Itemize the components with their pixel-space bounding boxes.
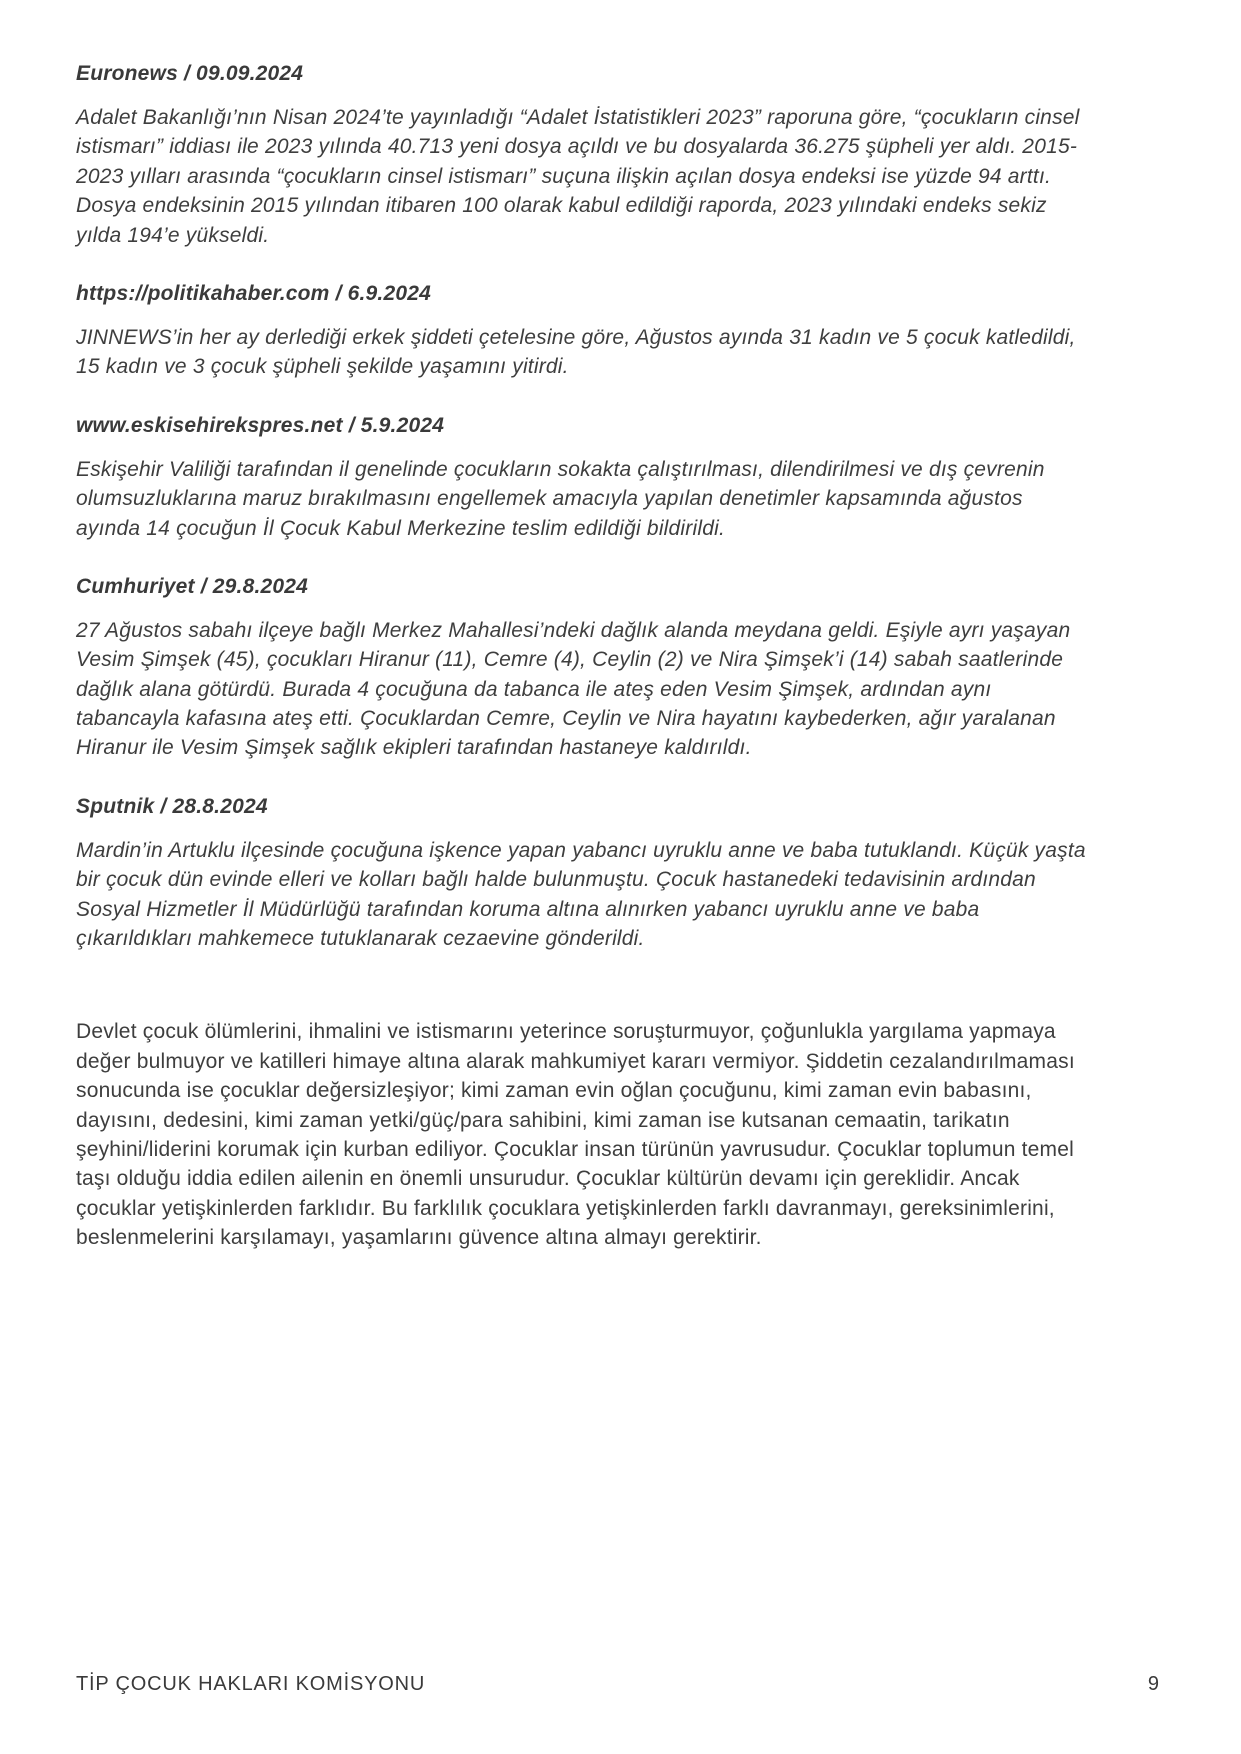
news-source-heading: https://politikahaber.com / 6.9.2024 [76,281,431,305]
news-source-heading: Cumhuriyet / 29.8.2024 [76,574,309,598]
page-number: 9 [1147,1673,1159,1695]
news-source-heading: www.eskisehirekspres.net / 5.9.2024 [76,413,445,437]
news-item [76,575,1091,763]
news-body-text: 27 Ağustos sabahı ilçeye bağlı Merkez Mahallesi’ndeki dağlık alanda meydana geldi. Eşiyle ayrı yaşayan Vesim Şimşek (45), çocukları Hiranur (11), Cemre (4), Ceylin (2) ve Nira Şimşek’i (14) sabah saatlerinde dağlık alana götürdü. Burada 4 çocuğuna da tabanca ile ateş eden Vesim Şimşek, ardından aynı tabancayla kafasına ateş etti. Çocuklardan Cemre, Ceylin ve Nira hayatını kaybederken, ağır yaralanan Hiranur ile Vesim Şimşek sağlık ekipleri tarafından hastaneye kaldırıldı. [76,618,1071,760]
news-body-text: Eskişehir Valiliği tarafından il genelinde çocukların sokakta çalıştırılması, dilendirilmesi ve dış çevrenin olumsuzluklarına maruz bırakılmasını engellemek amacıyla yapılan denetimler kapsamında ağustos ayında 14 çocuğun İl Çocuk Kabul Merkezine teslim edildiği bildirildi. [76,457,1045,540]
news-source-heading: Euronews / 09.09.2024 [76,62,304,85]
news-item [76,282,1091,382]
news-item [76,795,1091,954]
news-item [76,414,1091,543]
news-body-text: JINNEWS’in her ay derlediği erkek şiddeti çetelesine göre, Ağustos ayında 31 kadın ve 5 çocuk katledildi, 15 kadın ve 3 çocuk şüpheli şekilde yaşamını yitirdi. [76,325,1076,379]
news-source-heading: Sputnik / 28.8.2024 [76,794,268,818]
commentary-text: Devlet çocuk ölümlerini, ihmalini ve istismarını yeterince soruşturmuyor, çoğunlukla yargılama yapmaya değer bulmuyor ve katilleri himaye altına alarak mahkumiyet kararı vermiyor. Şiddetin cezalandırılmaması sonucunda ise çocuklar değersizleşiyor; kimi zaman evin oğlan çocuğunu, kimi zaman evin babasını, dayısını, dedesini, kimi zaman yetki/güç/para sahibini, kimi zaman ise kutsanan cemaatin, tarikatın şeyhini/liderini korumak için kurban ediliyor. Çocuklar insan türünün yavrusudur. Çocuklar toplumun temel taşı olduğu iddia edilen ailenin en önemli unsurudur. Çocuklar kültürün devamı için gereklidir. Ancak çocuklar yetişkinlerden farklıdır. Bu farklılık çocuklara yetişkinlerden farklı davranmayı, gereksinimlerini, beslenmelerini karşılamayı, yaşamlarını güvence altına almayı gerektirir. [76,1020,1075,1250]
news-body-text: Adalet Bakanlığı’nın Nisan 2024’te yayınladığı “Adalet İstatistikleri 2023” raporuna göre, “çocukların cinsel istismarı” iddiası ile 2023 yılında 40.713 yeni dosya açıldı ve bu dosyalarda 36.275 şüpheli yer aldı. 2015-2023 yılları arasında “çocukların cinsel istismarı” suçuna ilişkin açılan dosya endeksi ise yüzde 94 arttı. Dosya endeksinin 2015 yılından itibaren 100 olarak kabul edildiği raporda, 2023 yılındaki endeks sekiz yılda 194’e yükseldi. [76,106,1080,247]
news-body-text: Mardin’in Artuklu ilçesinde çocuğuna işkence yapan yabancı uyruklu anne ve baba tutuklandı. Küçük yaşta bir çocuk dün evinde elleri ve kolları bağlı halde bulunmuştu. Çocuk hastanedeki tedavisinin ardından Sosyal Hizmetler İl Müdürlüğü tarafından koruma altına alınırken yabancı uyruklu anne ve baba çıkarıldıkları mahkemece tutuklanarak cezaevine gönderildi. [76,838,1086,951]
news-item [76,62,1091,250]
page-footer [76,1673,1159,1696]
footer-commission-title: TİP ÇOCUK HAKLARI KOMİSYONU [76,1673,426,1695]
